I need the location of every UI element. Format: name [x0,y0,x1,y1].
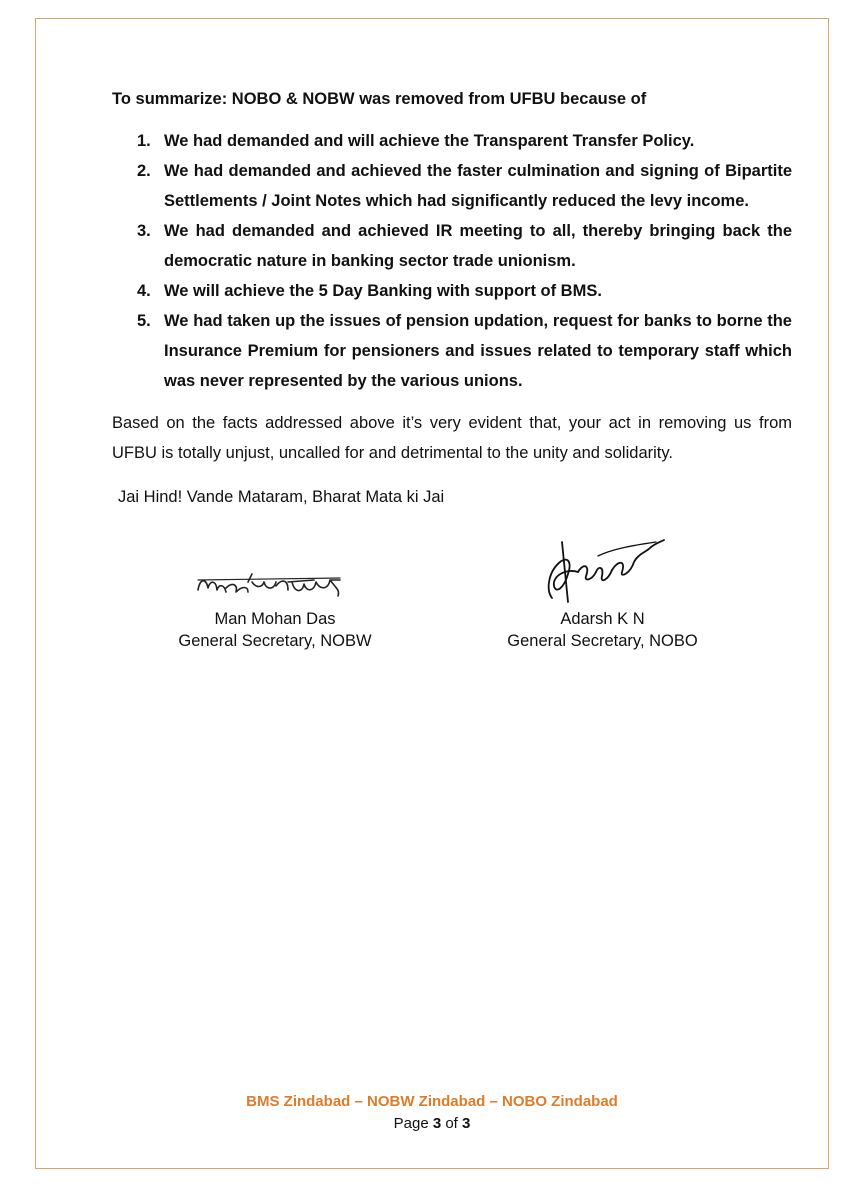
signatory-name: Man Mohan Das [214,610,336,628]
list-item-text: We had demanded and achieved the faster culmination and signing of Bipartite Settlements / Joint Notes which had significantly reduced the levy income. [164,162,792,210]
summary-heading: To summarize: NOBO & NOBW was removed from UFBU because of [112,90,647,108]
signatory-title: General Secretary, NOBW [178,632,372,650]
signatory-name: Adarsh K N [560,610,645,628]
list-item-text: We had demanded and will achieve the Transparent Transfer Policy. [164,132,695,150]
signatory-title: General Secretary, NOBO [507,632,698,650]
list-item [112,306,792,396]
list-item-text: We will achieve the 5 Day Banking with support of BMS. [164,282,602,300]
list-item-number: 4. [137,282,151,300]
list-item [112,126,792,156]
list-item-number: 5. [137,312,151,330]
list-item [112,276,792,306]
footer-slogan: BMS Zindabad – NOBW Zindabad – NOBO Zindabad [246,1093,618,1110]
signatory-nobw [145,560,405,652]
list-item [112,156,792,216]
conclusion-paragraph: Based on the facts addressed above it’s very evident that, your act in removing us from UFBU is totally unjust, uncalled for and detrimental to the unity and solidarity. [112,414,792,462]
page-footer [35,1091,829,1135]
closing-slogan: Jai Hind! Vande Mataram, Bharat Mata ki Jai [118,488,445,506]
summary-points-list [112,126,792,396]
list-item-text: We had demanded and achieved IR meeting to all, thereby bringing back the democratic nature in banking sector trade unionism. [164,222,792,270]
list-item-number: 3. [137,222,151,240]
list-item-text: We had taken up the issues of pension updation, request for banks to borne the Insurance Premium for pensioners and issues related to temporary staff which was never represented by the various unions. [164,312,792,390]
page-number [35,1113,829,1135]
page-current: 3 [432,1115,442,1132]
page-middle: of [441,1115,463,1132]
list-item-number: 2. [137,162,151,180]
list-item [112,216,792,276]
signature-man-mohan-das [190,560,360,608]
letter-body [112,86,792,510]
page-prefix: Page [393,1115,433,1132]
signature-adarsh-k-n [538,532,668,608]
signatory-nobo [470,560,735,652]
list-item-number: 1. [137,132,151,150]
page-total: 3 [462,1115,471,1132]
